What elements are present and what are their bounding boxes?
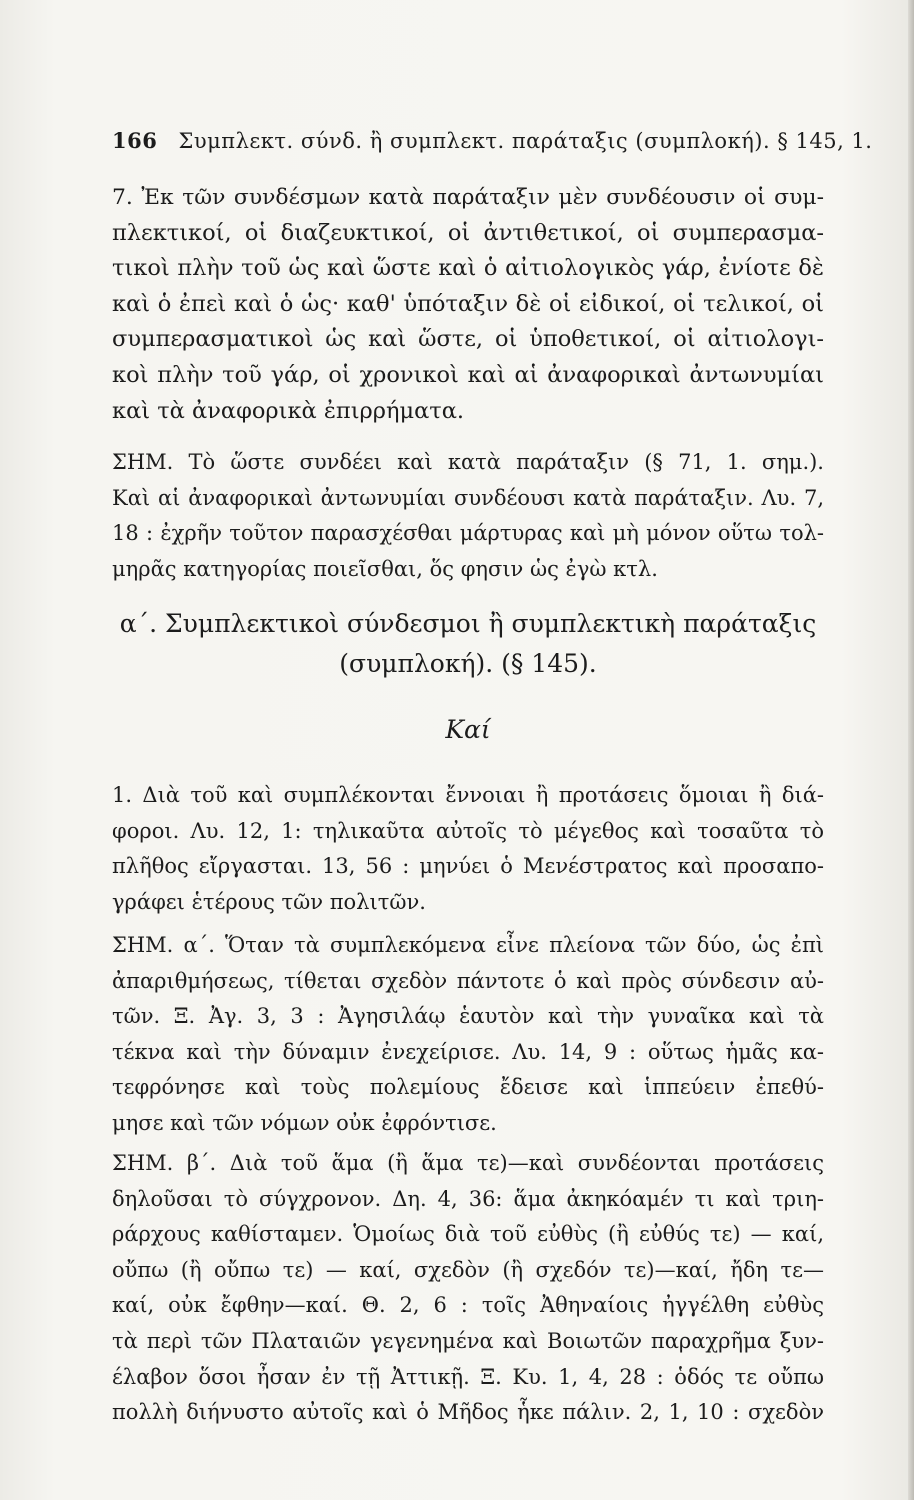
text-line: ΣΗΜ. β΄. Διὰ τοῦ ἅμα (ἢ ἅμα τε)—καὶ συνδέονται προτάσεις <box>112 1151 824 1175</box>
running-header <box>112 128 873 153</box>
text-line: μησε καὶ τῶν νόμων οὐκ ἐφρόντισε. <box>112 1110 497 1135</box>
text-line: συμπερασματικοὶ ὡς καὶ ὥστε, οἱ ὑποθετικοί, οἱ αἰτιολογι- <box>112 326 824 353</box>
section-heading-line: α΄. Συμπλεκτικοὶ σύνδεσμοι ἢ συμπλεκτικὴ παράταξις <box>119 609 817 638</box>
word-heading: Καί <box>445 715 491 744</box>
page-number: 166 <box>112 128 158 153</box>
section-heading-line: (συμπλοκή). (§ 145). <box>339 649 597 678</box>
text-line: ΣΗΜ. Τὸ ὥστε συνδέει καὶ κατὰ παράταξιν (§ 71, 1. σημ.). <box>112 450 824 474</box>
paragraph-7 <box>112 180 824 429</box>
text-line: φοροι. Λυ. 12, 1: τηλικαῦτα αὐτοῖς τὸ μέγεθος καὶ τοσαῦτα τὸ <box>112 818 824 843</box>
text-line: τῶν. Ξ. Ἀγ. 3, 3 : Ἀγησιλάῳ ἑαυτὸν καὶ τὴν γυναῖκα καὶ τὰ <box>112 1004 824 1029</box>
text-line: Καὶ αἱ ἀναφορικαὶ ἀντωνυμίαι συνδέουσι κατὰ παράταξιν. Λυ. 7, <box>112 485 824 510</box>
text-line: κοὶ πλὴν τοῦ γάρ, οἱ χρονικοὶ καὶ αἱ ἀναφορικαὶ ἀντωνυμίαι <box>112 361 824 388</box>
text-line: καὶ τὰ ἀναφορικὰ ἐπιρρήματα. <box>112 397 465 424</box>
page-edge-shadow <box>908 0 914 1500</box>
text-line: πλῆθος εἴργασται. 13, 56 : μηνύει ὁ Μενέστρατος καὶ προσαπο- <box>112 854 824 879</box>
text-line: τὰ περὶ τῶν Πλαταιῶν γεγενημένα καὶ Βοιωτῶν παραχρῆμα ξυν- <box>112 1328 824 1353</box>
text-line: δηλοῦσαι τὸ σύγχρονον. Δη. 4, 36: ἅμα ἀκηκόαμέν τι καὶ τριη- <box>112 1186 824 1211</box>
section-heading <box>112 604 824 684</box>
paragraph-1 <box>112 778 824 920</box>
text-line: τεφρόνησε καὶ τοὺς πολεμίους ἔδεισε καὶ ἱππεύειν ἐπεθύ- <box>112 1075 824 1100</box>
text-line: ἀπαριθμήσεως, τίθεται σχεδὸν πάντοτε ὁ καὶ πρὸς σύνδεσιν αὐ- <box>112 968 824 993</box>
running-title: Συμπλεκτ. σύνδ. ἢ συμπλεκτ. παράταξις (συμπλοκή). § 145, 1. <box>178 129 873 153</box>
text-line: καὶ ὁ ἐπεὶ καὶ ὁ ὡς· καθ' ὑπόταξιν δὲ οἱ εἰδικοί, οἱ τελικοί, οἱ <box>112 290 824 317</box>
text-line: τικοὶ πλὴν τοῦ ὡς καὶ ὥστε καὶ ὁ αἰτιολογικὸς γάρ, ἐνίοτε δὲ <box>112 255 824 282</box>
text-line: μηρᾶς κατηγορίας ποιεῖσθαι, ὅς φησιν ὡς ἐγὼ κτλ. <box>112 556 658 581</box>
text-line: τέκνα καὶ τὴν δύναμιν ἐνεχείρισε. Λυ. 14, 9 : οὕτως ἡμᾶς κα- <box>112 1039 824 1064</box>
text-line: οὔπω (ἢ οὔπω τε) — καί, σχεδὸν (ἢ σχεδόν τε)—καί, ἤδη τε— <box>112 1257 824 1282</box>
text-line: 1. Διὰ τοῦ καὶ συμπλέκονται ἔννοιαι ἢ προτάσεις ὅμοιαι ἢ διά- <box>112 783 824 807</box>
note-hoste <box>112 445 824 587</box>
note-a <box>112 928 824 1142</box>
text-line: ράρχους καθίσταμεν. Ὁμοίως διὰ τοῦ εὐθὺς (ἢ εὐθύς τε) — καί, <box>112 1222 824 1247</box>
text-line: γράφει ἑτέρους τῶν πολιτῶν. <box>112 889 426 914</box>
note-b <box>112 1146 824 1431</box>
text-line: πολλὴ διήνυστο αὐτοῖς καὶ ὁ Μῆδος ἧκε πάλιν. 2, 1, 10 : σχεδὸν <box>112 1400 824 1425</box>
text-line: 18 : ἐχρῆν τοῦτον παρασχέσθαι μάρτυρας καὶ μὴ μόνον οὕτω τολ- <box>112 521 824 546</box>
text-line: 7. Ἐκ τῶν συνδέσμων κατὰ παράταξιν μὲν συνδέουσιν οἱ συμ- <box>112 185 824 210</box>
text-line: έλαβον ὅσοι ἦσαν ἐν τῇ Ἀττικῇ. Ξ. Κυ. 1, 4, 28 : ὁδός τε οὔπω <box>112 1364 824 1389</box>
text-line: καί, οὐκ ἔφθην—καί. Θ. 2, 6 : τοῖς Ἀθηναίοις ἠγγέλθη εὐθὺς <box>112 1293 824 1318</box>
text-line: πλεκτικοί, οἱ διαζευκτικοί, οἱ ἀντιθετικοί, οἱ συμπερασμα- <box>112 219 824 246</box>
text-line: ΣΗΜ. α΄. Ὅταν τὰ συμπλεκόμενα εἶνε πλείονα τῶν δύο, ὡς ἐπὶ <box>112 933 824 957</box>
